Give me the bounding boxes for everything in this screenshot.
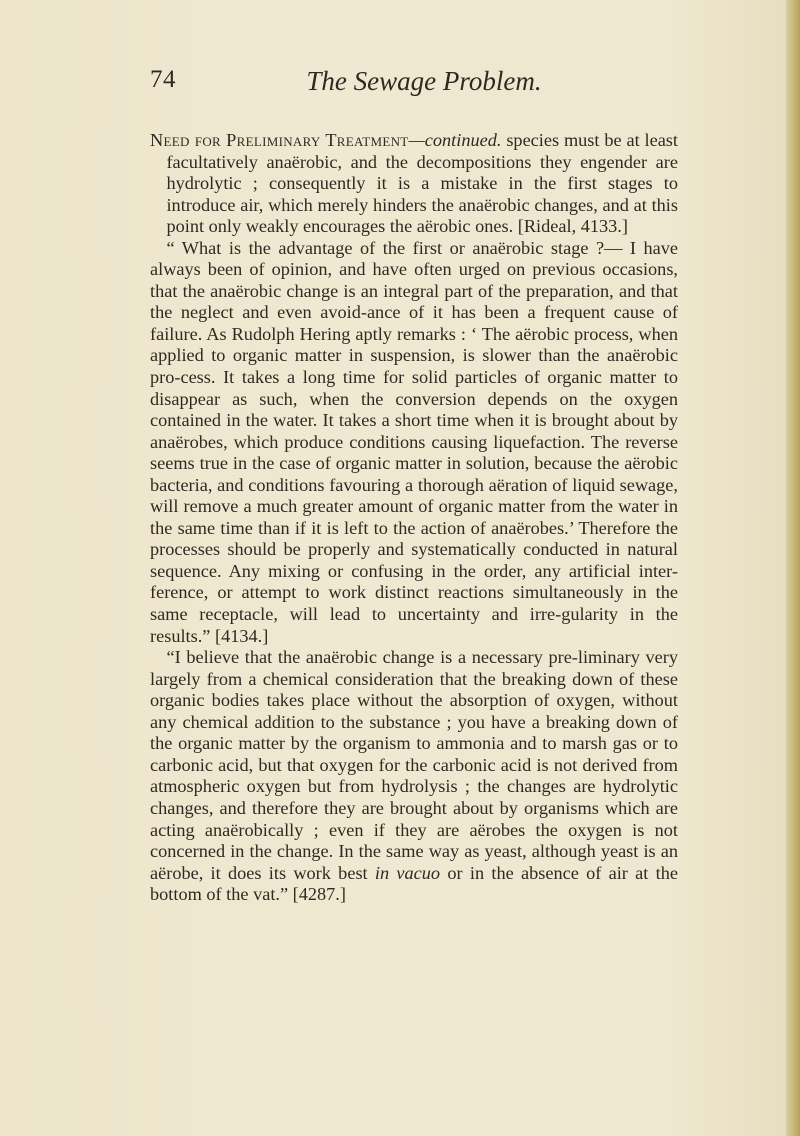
section-heading-suffix: —continued. [408, 130, 502, 150]
page-number: 74 [150, 66, 176, 93]
paragraph-3 [150, 647, 678, 906]
paragraph-3-end: or in the absence of air at the bottom of the vat.” [4287.] [150, 862, 678, 905]
paragraph-3-text: “I believe that the anaërobic change is a necessary pre-liminary very largely from a chemical consideration that the breaking down of these organic bodies takes place without the absorption of oxygen, without any chemical addition to the substance ; you have a breaking down of the organic matter by the organism to ammonia and to marsh gas or to carbonic acid, but that oxygen for the carbonic acid is not derived from atmospheric oxygen but from hydrolysis ; the changes are hydrolytic changes, and therefore they are brought about by organisms which are acting anaërobically ; even if they are aërobes the oxygen is not concerned in the change. In the same way as yeast, although yeast is an aërobe, it does its work best [150, 647, 678, 883]
page-header [150, 66, 680, 106]
latin-phrase: in vacuo [374, 862, 441, 883]
running-title: The Sewage Problem. [306, 66, 542, 96]
page-edge-shadow [786, 0, 800, 1136]
paragraph-1-text: species must be at least facultatively anaërobic, and the decompositions they engender are hydrolytic ; consequently it is a mistake in the first stages to introduce air, which merely hinders the anaërobic changes, and at this point only weakly encourages the aërobic ones. [Rideal, 4133.] [166, 130, 678, 237]
paragraph-1 [150, 130, 678, 238]
section-heading: Need for Preliminary Treatment—continued. [150, 130, 502, 150]
body-text [150, 130, 678, 906]
paragraph-2: “ What is the advantage of the first or anaërobic stage ?— I have always been of opinion, and have often urged on previous occasions, that the anaërobic change is an integral part of the preparation, and that the neglect and even avoid-ance of it has been a frequent cause of failure. As Rudolph Hering aptly remarks : ‘ The aërobic process, when applied to organic matter in suspension, is slower than the anaërobic pro-cess. It takes a long time for solid particles of organic matter to disappear as such, when the conversion depends on the oxygen contained in the water. It takes a short time when it is brought about by anaërobes, which produce conditions causing liquefaction. The reverse seems true in the case of organic matter in solution, because the aërobic bacteria, and conditions favouring a thorough aëration of liquid sewage, will remove a much greater amount of organic matter from the water in the same time than if it is left to the action of anaërobes.’ Therefore the processes should be properly and systematically conducted in natural sequence. Any mixing or confusing in the order, any artificial inter-ference, or attempt to work distinct reactions simultaneously in the same receptacle, will lead to uncertainty and irre-gularity in the results.” [4134.] [150, 237, 678, 646]
